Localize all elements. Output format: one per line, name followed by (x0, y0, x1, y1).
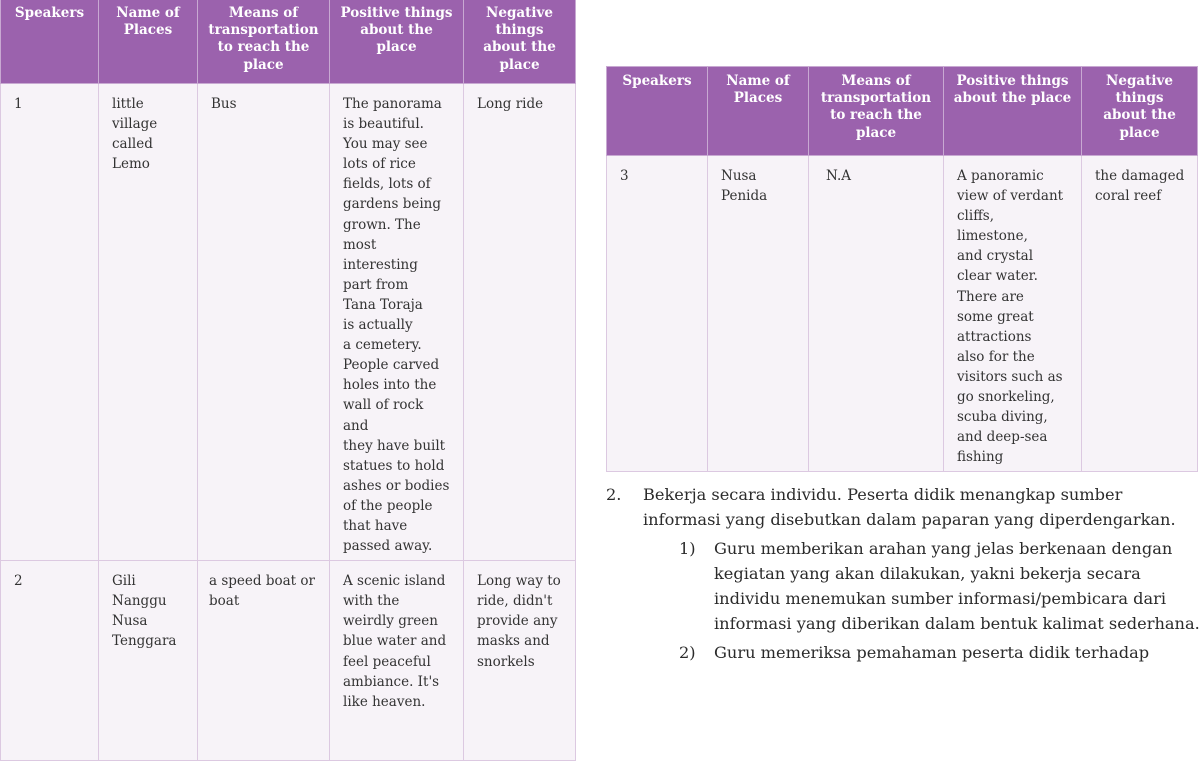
table-row (1, 84, 576, 561)
header-positive-things: Positive things about the place (944, 67, 1082, 156)
header-name-of-places: Name of Places (99, 0, 198, 84)
place-cell: Nusa Penida (708, 156, 809, 472)
subitem-text: Guru memeriksa pemahaman peserta didik terhadap (714, 643, 1150, 662)
speaker-cell: 3 (607, 156, 708, 472)
place-cell: little village called Lemo (99, 84, 198, 561)
instruction-item-2 (606, 482, 1200, 532)
subitem-text: Guru memberikan arahan yang jelas berkenaan dengan kegiatan yang akan dilakukan, yakni bekerja secara individu menemukan sumber informasi/pembicara dari informasi yang diberikan dalam bentuk kalimat sederhana. (714, 539, 1200, 633)
table-header-row (1, 0, 576, 84)
place-cell: Gili Nanggu Nusa Tenggara (99, 561, 198, 761)
speaker-cell: 2 (1, 561, 99, 761)
header-speakers: Speakers (607, 67, 708, 156)
item-number: 2. (606, 485, 622, 504)
transport-cell: N.A (809, 156, 944, 472)
transport-cell: a speed boat or boat (198, 561, 330, 761)
positive-cell: A scenic island with the weirdly green blue water and feel peaceful ambiance. It's like heaven. (330, 561, 464, 761)
header-speakers: Speakers (1, 0, 99, 84)
positive-cell: The panorama is beautiful. You may see lots of rice fields, lots of gardens being grown. The most interesting part from Tana Toraja is actually a cemetery. People carved holes into the wall of rock and they have built statues to hold ashes or bodies of the people that have passed away. (330, 84, 464, 561)
speakers-table-left (0, 0, 576, 761)
speaker-cell: 1 (1, 84, 99, 561)
header-negative-things: Negative things about the place (1082, 67, 1198, 156)
header-means-of-transportation: Means of transportation to reach the place (809, 67, 944, 156)
negative-cell: Long ride (464, 84, 576, 561)
speakers-table-right (606, 66, 1198, 472)
subitem-number: 2) (679, 643, 696, 662)
transport-cell: Bus (198, 84, 330, 561)
subitem-number: 1) (679, 539, 696, 558)
header-positive-things: Positive things about the place (330, 0, 464, 84)
instruction-subitem-1 (606, 536, 1200, 636)
positive-cell: A panoramic view of verdant cliffs, limestone, and crystal clear water. There are some great attractions also for the visitors such as go snorkeling, scuba diving, and deep-sea fishing (944, 156, 1082, 472)
negative-cell: Long way to ride, didn't provide any masks and snorkels (464, 561, 576, 761)
table-header-row (607, 67, 1198, 156)
header-means-of-transportation: Means of transportation to reach the place (198, 0, 330, 84)
negative-cell: the damaged coral reef (1082, 156, 1198, 472)
item-text: Bekerja secara individu. Peserta didik menangkap sumber informasi yang disebutkan dalam paparan yang diperdengarkan. (643, 485, 1176, 529)
header-name-of-places: Name of Places (708, 67, 809, 156)
table-row (1, 561, 576, 761)
instruction-text (606, 482, 1200, 665)
instruction-subitem-2 (606, 640, 1200, 665)
header-negative-things: Negative things about the place (464, 0, 576, 84)
table-row (607, 156, 1198, 472)
